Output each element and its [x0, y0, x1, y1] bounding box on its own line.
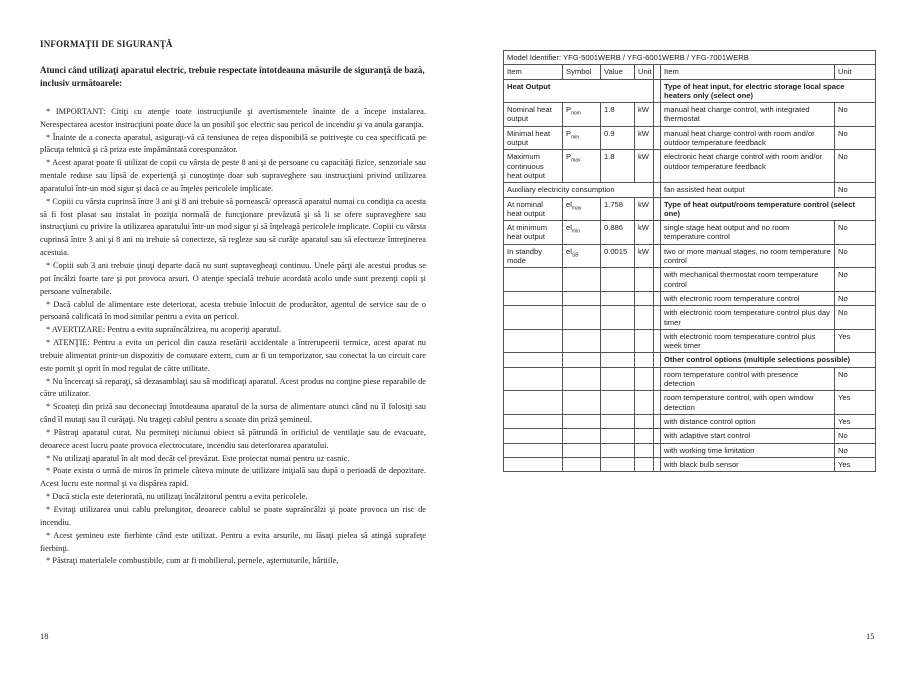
header-unit2: Unit	[835, 65, 876, 79]
control-unit: No	[835, 221, 876, 245]
control-unit: No	[835, 126, 876, 150]
spacer-cell	[654, 79, 661, 103]
table-row	[504, 306, 876, 330]
empty-cell	[601, 457, 635, 471]
value-cell: 1.758	[601, 197, 635, 221]
control-item: electronic heat charge control with room and/or outdoor temperature feedback	[661, 150, 835, 183]
unit-cell: kW	[635, 126, 654, 150]
spacer-cell	[654, 197, 661, 221]
safety-paragraph: * Dacă sticla este deteriorată, nu utilizaţi încălzitorul pentru a evita pericolele.	[46, 492, 308, 502]
empty-cell	[504, 367, 563, 391]
value-cell: 0.886	[601, 221, 635, 245]
table-row	[504, 367, 876, 391]
header-item2: Item	[661, 65, 835, 79]
empty-cell	[504, 429, 563, 443]
control-item: with electronic room temperature control plus week timer	[661, 329, 835, 353]
empty-cell	[563, 291, 601, 305]
safety-paragraphs	[40, 106, 426, 568]
empty-cell	[635, 367, 654, 391]
empty-cell	[563, 391, 601, 415]
empty-cell	[504, 329, 563, 353]
symbol-cell: $el_{SB}$	[563, 244, 601, 268]
ecodesign-table	[503, 50, 876, 472]
symbol-subscript: min	[571, 228, 580, 235]
table-row	[504, 353, 876, 367]
empty-cell	[635, 306, 654, 330]
spacer-cell	[654, 126, 661, 150]
safety-paragraph: * Poate exista o urmă de miros în primele câteva minute de utilizare iniţială sau după o perioadă de depozitare. Acest lucru este normal şi va dispărea rapid.	[40, 466, 426, 489]
safety-paragraph: * Nu utilizaţi aparatul în alt mod decât cel prevăzut. Este proiectat numai pentru uz casnic.	[46, 453, 350, 463]
control-unit: No	[835, 367, 876, 391]
empty-cell	[601, 291, 635, 305]
safety-paragraph: * AVERTIZARE: Pentru a evita supraîncălzirea, nu acoperiţi aparatul.	[46, 325, 282, 335]
table-row	[504, 268, 876, 292]
spacer-cell	[654, 65, 661, 79]
section-heading: Other control options (multiple selections possible)	[661, 353, 876, 367]
spacer-cell	[654, 329, 661, 353]
empty-cell	[504, 391, 563, 415]
empty-cell	[601, 367, 635, 391]
unit-cell: kW	[635, 103, 654, 127]
item-cell: In standby mode	[504, 244, 563, 268]
safety-paragraph: * Dacă cablul de alimentare este deteriorat, acesta trebuie înlocuit de producător, agentul de service sau de o persoană calificată în mod similar pentru a evita un pericol.	[40, 299, 426, 322]
item-cell: At nominal heat output	[504, 197, 563, 221]
page-number-right: 15	[866, 631, 875, 641]
control-unit: Yes	[835, 329, 876, 353]
control-item: with electronic room temperature control	[661, 291, 835, 305]
table-row	[504, 414, 876, 428]
empty-cell	[635, 443, 654, 457]
symbol-subscript: nom	[571, 110, 581, 117]
empty-cell	[601, 429, 635, 443]
section-heading: Type of heat output/room temperature control (select one)	[661, 197, 876, 221]
empty-cell	[504, 414, 563, 428]
empty-cell	[601, 268, 635, 292]
item-cell: Nominal heat output	[504, 103, 563, 127]
empty-cell	[563, 367, 601, 391]
control-item: manual heat charge control with room and/or outdoor temperature feedback	[661, 126, 835, 150]
safety-paragraph: * Păstraţi aparatul curat. Nu permiteţi niciunui obiect să pătrundă în orificiul de ventilaţie sau de evacuare, deoarece acest lucru poate provoca electrocutare, incendiu sau deteriorarea aparatului.	[40, 427, 426, 450]
control-item: two or more manual stages, no room temperature control	[661, 244, 835, 268]
unit-cell: kW	[635, 244, 654, 268]
control-unit: Yes	[835, 457, 876, 471]
unit-cell: kW	[635, 221, 654, 245]
empty-cell	[563, 457, 601, 471]
safety-paragraph: * Copiii cu vârsta cuprinsă între 3 ani şi 8 ani trebuie să pornească/ oprească aparatul numai cu condiţia ca acesta să fi fost plasat sau instalat în poziţia normală de funcţionare prevăzută şi să li se ofere supraveghere sau instrucţiuni cu privire la utilizarea aparatului într-un mod sigur şi să înţeleagă pericolele implicate. Copiii cu vârsta cuprinsă între 3 ani şi 8 ani nu trebuie să conecteze, să regleze sau să curăţe aparatul sau să efectueze întreţinerea acestuia.	[40, 196, 426, 258]
empty-cell	[635, 291, 654, 305]
empty-cell	[635, 391, 654, 415]
heat-type-heading: Type of heat input, for electric storage local space heaters only (select one)	[661, 79, 876, 103]
safety-paragraph: * Înainte de a conecta aparatul, asiguraţi-vă că tensiunea de reţea disponibilă se potriveşte cu cea specificată pe plăcuţa tehnică şi că priza este împământată corespunzător.	[40, 132, 426, 155]
model-row	[504, 51, 876, 65]
table-row	[504, 197, 876, 221]
spacer-cell	[654, 429, 661, 443]
empty-cell	[504, 268, 563, 292]
safety-paragraph: * ATENŢIE: Pentru a evita un pericol din cauza resetării accidentale a întrerupeerii termice, acest aparat nu trebuie alimentat printr-un dispozitiv de comutare extern, cum ar fi un temporizator, sau conectat la un circuit care este pornit şi oprit în mod regulat de către utilitate.	[40, 338, 426, 373]
safety-paragraph: * Copiii sub 3 ani trebuie ţinuţi departe dacă nu sunt supravegheaţi continuu. Unele părţi ale acestui produs se pot încălzi foarte tare şi pot provoca arsuri. O atenţie specială trebuie acordată acolo unde sunt prezenţi copii şi persoane vulnerabile.	[40, 260, 426, 296]
header-symbol: Symbol	[563, 65, 601, 79]
control-item: manual heat charge control, with integrated thermostat	[661, 103, 835, 127]
control-item: with electronic room temperature control plus day timer	[661, 306, 835, 330]
header-row	[504, 65, 876, 79]
symbol-subscript: max	[571, 157, 581, 164]
control-item: single stage heat output and no room temperature control	[661, 221, 835, 245]
table-row	[504, 329, 876, 353]
item-cell: Maximum continuous heat output	[504, 150, 563, 183]
safety-paragraph: * IMPORTANT: Citiţi cu atenţie toate instrucţiunile şi avertismentele înainte de a începe instalarea. Nerespectarea acestor instrucţiuni poate duce la un posibil şoc electric sau pericol de incendiu şi va anula garanţia.	[40, 106, 426, 129]
empty-cell	[563, 306, 601, 330]
unit-cell: kW	[635, 150, 654, 183]
control-unit: No	[835, 150, 876, 183]
table-row	[504, 244, 876, 268]
header-unit: Unit	[635, 65, 654, 79]
table-row	[504, 183, 876, 197]
empty-cell	[601, 329, 635, 353]
value-cell: 0.9	[601, 126, 635, 150]
spacer-cell	[654, 367, 661, 391]
header-item: Item	[504, 65, 563, 79]
model-identifier: Model Identifier: YFG-5001WERB / YFG-6001WERB / YFG-7001WERB	[504, 51, 876, 65]
heat-output-row	[504, 79, 876, 103]
empty-cell	[601, 391, 635, 415]
empty-cell	[601, 353, 635, 367]
control-unit: No	[835, 306, 876, 330]
spacer-cell	[654, 183, 661, 197]
spacer-cell	[654, 443, 661, 457]
aux-label: Auxiliary electricity consumption	[504, 183, 654, 197]
control-item: with mechanical thermostat room temperature control	[661, 268, 835, 292]
symbol-subscript: max	[571, 205, 582, 212]
spacer-cell	[654, 457, 661, 471]
empty-cell	[504, 306, 563, 330]
table-row	[504, 457, 876, 471]
safety-paragraph: * Păstraţi materialele combustibile, cum ar fi mobilierul, pernele, aşternuturile, hârtiile,	[46, 556, 339, 566]
empty-cell	[504, 457, 563, 471]
value-cell: 0.0015	[601, 244, 635, 268]
empty-cell	[563, 429, 601, 443]
table-row	[504, 103, 876, 127]
symbol-cell: $P_{min}$	[563, 126, 601, 150]
empty-cell	[635, 414, 654, 428]
unit-cell: kW	[635, 197, 654, 221]
table-row	[504, 126, 876, 150]
spacer-cell	[654, 306, 661, 330]
table-row	[504, 291, 876, 305]
empty-cell	[563, 268, 601, 292]
control-item: with working time limitation	[661, 443, 835, 457]
header-value: Value	[601, 65, 635, 79]
safety-paragraph: * Acest şemineu este fierbinte când este utilizat. Pentru a evita arsurile, nu lăsaţi pielea să atingă suprafeţe fierbinţi.	[40, 530, 426, 553]
safety-intro: Atunci când utilizaţi aparatul electric, trebuie respectate întotdeauna măsurile de siguranţă de bază, inclusiv următoarele:	[40, 64, 425, 88]
table-row	[504, 443, 876, 457]
control-unit: No	[835, 291, 876, 305]
empty-cell	[563, 443, 601, 457]
spacer-cell	[654, 391, 661, 415]
control-unit: No	[835, 103, 876, 127]
page-number-left: 18	[40, 631, 49, 641]
control-item: with black bulb sensor	[661, 457, 835, 471]
empty-cell	[563, 329, 601, 353]
spacer-cell	[654, 221, 661, 245]
safety-heading: INFORMAŢII DE SIGURANŢĂ	[40, 39, 173, 49]
empty-cell	[601, 414, 635, 428]
empty-cell	[635, 457, 654, 471]
empty-cell	[504, 443, 563, 457]
spacer-cell	[654, 414, 661, 428]
left-page	[40, 38, 426, 568]
table-row	[504, 150, 876, 183]
symbol-cell: $P_{nom}$	[563, 103, 601, 127]
spacer-cell	[654, 291, 661, 305]
empty-cell	[563, 414, 601, 428]
symbol-subscript: min	[571, 134, 580, 141]
control-unit: Yes	[835, 391, 876, 415]
item-cell: At minimum heat output	[504, 221, 563, 245]
safety-paragraph: * Evitaţi utilizarea unui cablu prelungitor, deoarece cablul se poate supraîncălzi şi poate provoca un risc de incendiu.	[40, 505, 426, 527]
symbol-subscript: SB	[571, 252, 579, 259]
control-unit: No	[835, 244, 876, 268]
empty-cell	[601, 306, 635, 330]
symbol-cell: $P_{max}$	[563, 150, 601, 183]
control-unit: Yes	[835, 414, 876, 428]
value-cell: 1.8	[601, 103, 635, 127]
empty-cell	[635, 429, 654, 443]
item-cell: Minimal heat output	[504, 126, 563, 150]
control-unit: No	[835, 429, 876, 443]
empty-cell	[635, 353, 654, 367]
spacer-cell	[654, 353, 661, 367]
control-item: room temperature control with presence detection	[661, 367, 835, 391]
empty-cell	[601, 443, 635, 457]
control-item: room temperature control, with open window detection	[661, 391, 835, 415]
empty-cell	[635, 329, 654, 353]
spacer-cell	[654, 268, 661, 292]
empty-cell	[504, 353, 563, 367]
control-item: fan assisted heat output	[661, 183, 835, 197]
control-item: with adaptive start control	[661, 429, 835, 443]
table-row	[504, 391, 876, 415]
table-row	[504, 221, 876, 245]
symbol-cell: $el_{max}$	[563, 197, 601, 221]
right-page	[503, 50, 875, 472]
value-cell: 1.8	[601, 150, 635, 183]
empty-cell	[504, 291, 563, 305]
control-unit: No	[835, 268, 876, 292]
symbol-cell: $el_{min}$	[563, 221, 601, 245]
safety-paragraph: * Scoateţi din priză sau deconectaţi întotdeauna aparatul de la sursa de alimentare atunci când nu îl folosiţi sau când îl mutaţi sau îl curăţaţi. Nu trageţi cablul pentru a scoate din priză şemineul.	[40, 402, 426, 425]
empty-cell	[635, 268, 654, 292]
spacer-cell	[654, 244, 661, 268]
control-unit: No	[835, 443, 876, 457]
control-unit: No	[835, 183, 876, 197]
spacer-cell	[654, 103, 661, 127]
safety-paragraph: * Acest aparat poate fi utilizat de copii cu vârsta de peste 8 ani şi de persoane cu capacităţi fizice, senzoriale sau mentale reduse sau lipsă de experienţă şi cunoştinţe doar sub supraveghere sau instrucţiuni privind utilizarea aparatului într-un mod sigur şi dacă ce au înţeles pericolele implicate.	[40, 158, 426, 193]
safety-paragraph: * Nu încercaţi să reparaţi, să dezasamblaţi sau să modificaţi aparatul. Acest produs nu conţine piese reparabile de către utilizator.	[40, 376, 426, 399]
table-row	[504, 429, 876, 443]
heat-output-label: Heat Output	[504, 79, 654, 103]
empty-cell	[563, 353, 601, 367]
control-item: with distance control option	[661, 414, 835, 428]
spacer-cell	[654, 150, 661, 183]
